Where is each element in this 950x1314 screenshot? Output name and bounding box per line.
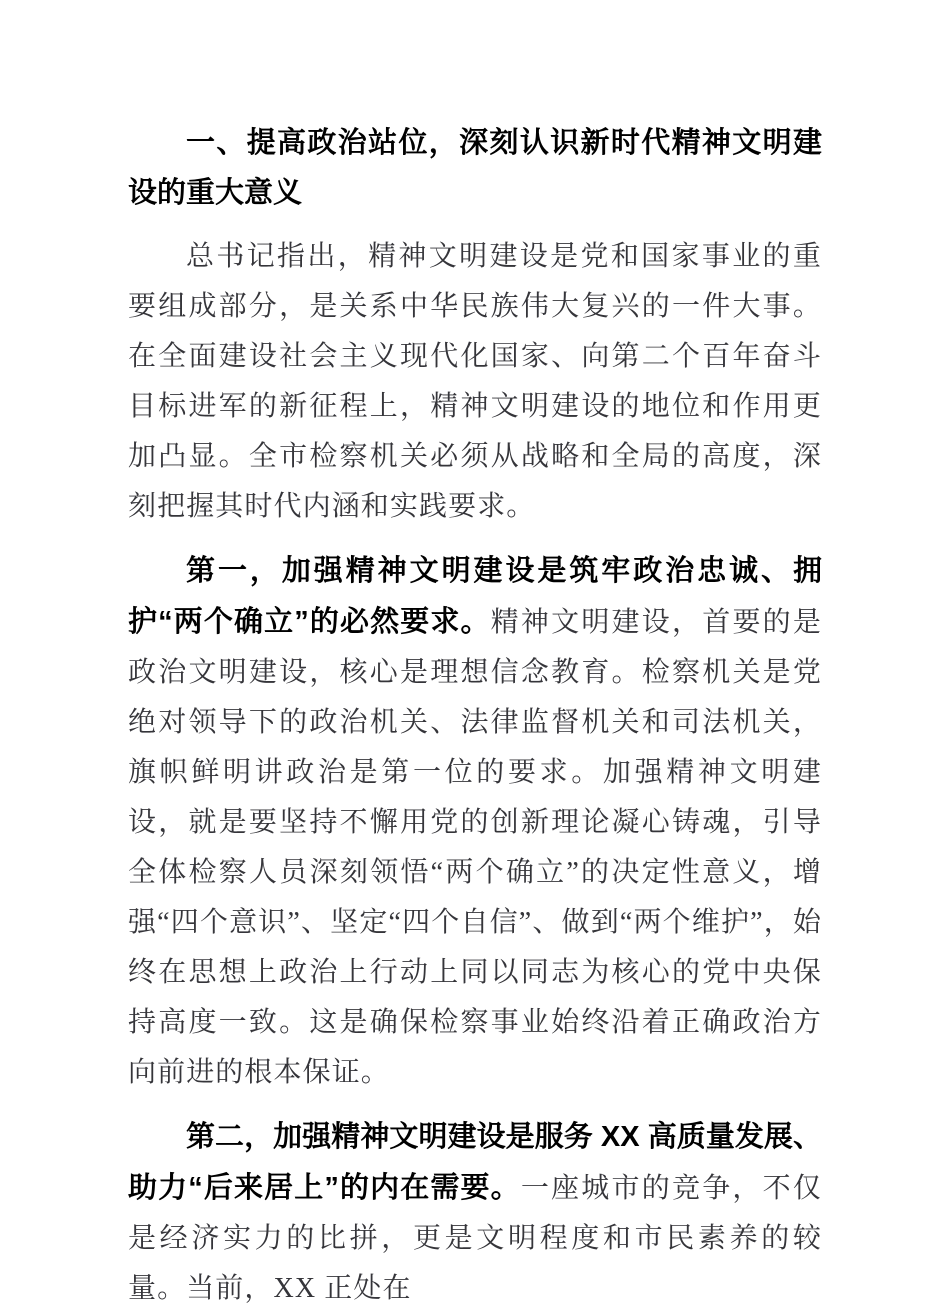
paragraph-point-two-lead: 第二，加强精神文明建设是服务 XX 高质量发展、助力“后来居上”的内在需要。 <box>128 1121 822 1204</box>
section-heading-one: 一、提高政治站位，深刻认识新时代精神文明建设的重大意义 <box>128 127 822 209</box>
paragraph-point-two-body: 一座城市的竞争，不仅是经济实力的比拼，更是文明程度和市民素养的较量。当前，XX 正处在 <box>128 1173 822 1304</box>
paragraph-general-secretary-quote: 总书记指出，精神文明建设是党和国家事业的重要组成部分，是关系中华民族伟大复兴的一件大事。在全面建设社会主义现代化国家、向第二个百年奋斗目标进军的新征程上，精神文明建设的地位和作用更加凸显。全市检察机关必须从战略和全局的高度，深刻把握其时代内涵和实践要求。 <box>128 241 822 522</box>
paragraph-point-one <box>128 546 822 1098</box>
document-body <box>128 118 822 1314</box>
paragraph-point-one-lead: 第一，加强精神文明建设是筑牢政治忠诚、拥护“两个确立”的必然要求。 <box>128 555 822 638</box>
paragraph-point-one-body: 精神文明建设，首要的是政治文明建设，核心是理想信念教育。检察机关是党绝对领导下的政治机关、法律监督机关和司法机关，旗帜鲜明讲政治是第一位的要求。加强精神文明建设，就是要坚持不懈用党的创新理论凝心铸魂，引导全体检察人员深刻领悟“两个确立”的决定性意义，增强“四个意识”、坚定“四个自信”、做到“两个维护”，始终在思想上政治上行动上同以同志为核心的党中央保持高度一致。这是确保检察事业始终沿着正确政治方向前进的根本保证。 <box>128 607 822 1088</box>
paragraph-point-two <box>128 1112 822 1314</box>
